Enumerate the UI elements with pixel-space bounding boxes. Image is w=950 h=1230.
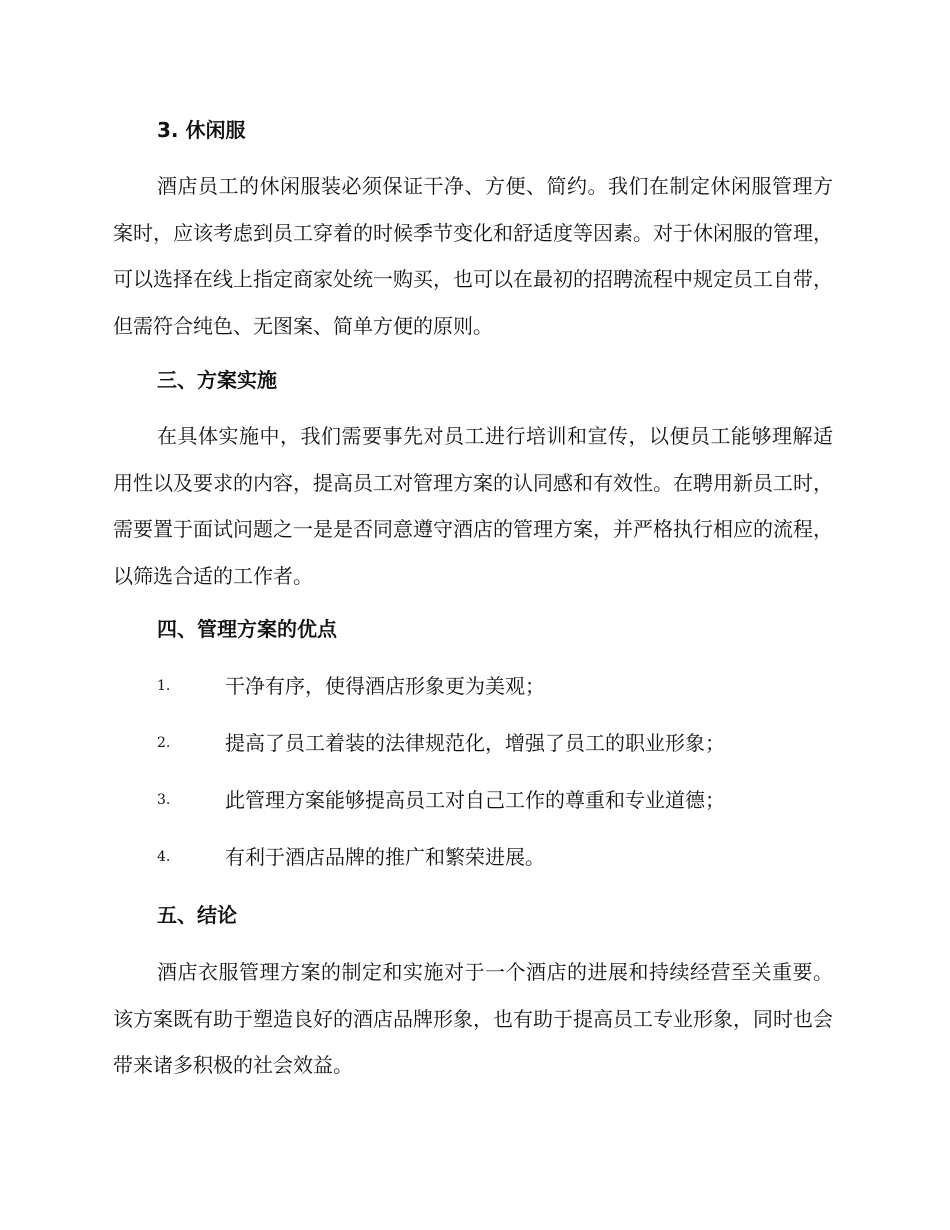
list-item-number: 4. <box>157 849 171 865</box>
list-item-text: 此管理方案能够提高员工对自己工作的尊重和专业道德； <box>225 788 725 812</box>
section-heading-advantages: 四、管理方案的优点 <box>157 617 337 641</box>
section-heading-casual-wear: 3. 休闲服 <box>157 118 246 142</box>
paragraph-conclusion: 酒店衣服管理方案的制定和实施对于一个酒店的进展和持续经营至关重要。该方案既有助于塑造良好的酒店品牌形象，也有助于提高员工专业形象，同时也会带来诸多积极的社会效益。 <box>113 960 833 1077</box>
section-heading-conclusion: 五、结论 <box>157 903 237 927</box>
list-item-text: 提高了员工着装的法律规范化，增强了员工的职业形象； <box>225 731 725 755</box>
section-heading-implementation: 三、方案实施 <box>157 368 277 392</box>
paragraph-implementation: 在具体实施中，我们需要事先对员工进行培训和宣传，以便员工能够理解适用性以及要求的内容，提高员工对管理方案的认同感和有效性。在聘用新员工时，需要置于面试问题之一是是否同意遵守酒店的管理方案，并严格执行相应的流程，以筛选合适的工作者。 <box>113 424 833 588</box>
list-item-number: 3. <box>157 792 171 808</box>
paragraph-casual-wear: 酒店员工的休闲服装必须保证干净、方便、简约。我们在制定休闲服管理方案时，应该考虑到员工穿着的时候季节变化和舒适度等因素。对于休闲服的管理，可以选择在线上指定商家处统一购买，也可以在最初的招聘流程中规定员工自带，但需符合纯色、无图案、简单方便的原则。 <box>113 174 833 338</box>
list-item-text: 干净有序，使得酒店形象更为美观； <box>225 674 545 698</box>
list-item-number: 1. <box>157 678 171 694</box>
list-item-number: 2. <box>157 735 171 751</box>
list-item-text: 有利于酒店品牌的推广和繁荣进展。 <box>225 845 545 869</box>
